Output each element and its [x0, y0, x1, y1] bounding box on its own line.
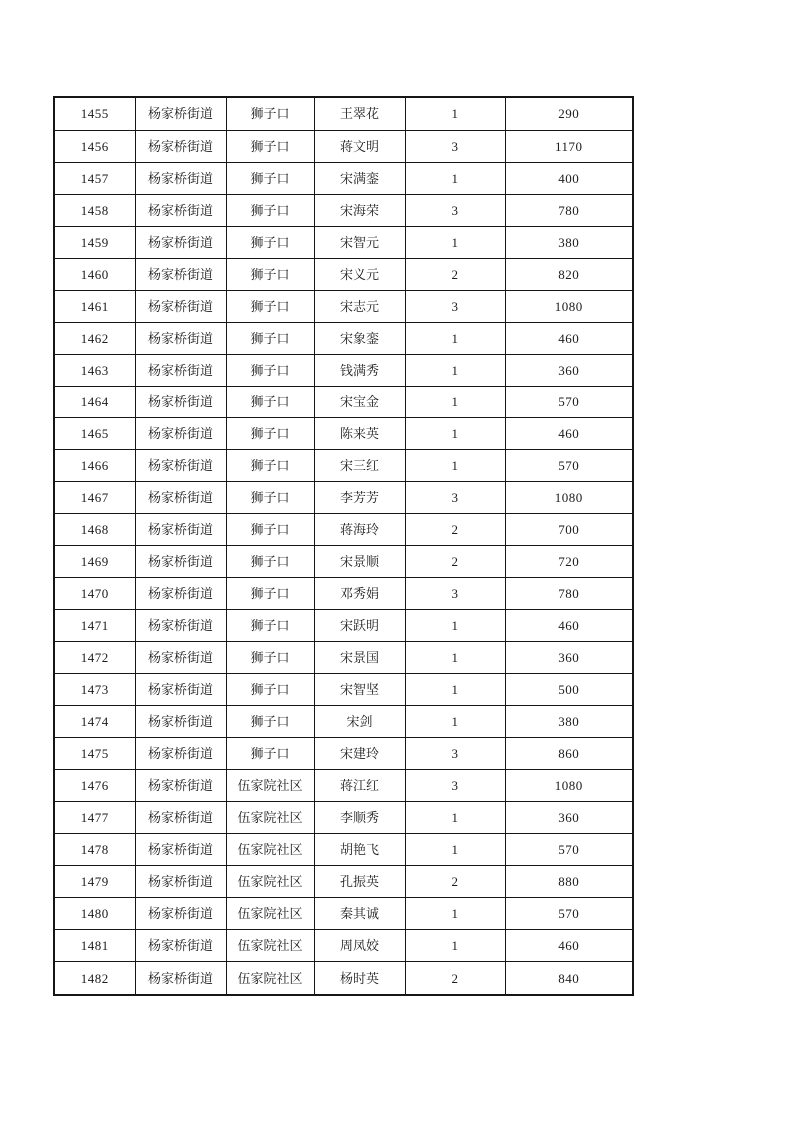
cell-community: 伍家院社区: [226, 898, 314, 930]
cell-serial-number: 1470: [54, 578, 135, 610]
cell-amount: 1080: [505, 482, 633, 514]
cell-serial-number: 1459: [54, 226, 135, 258]
cell-name: 李顺秀: [314, 802, 405, 834]
cell-name: 宋智坚: [314, 674, 405, 706]
cell-serial-number: 1481: [54, 930, 135, 962]
cell-serial-number: 1482: [54, 962, 135, 995]
cell-community: 狮子口: [226, 97, 314, 130]
cell-street: 杨家桥街道: [135, 482, 226, 514]
cell-person-count: 3: [405, 130, 505, 162]
cell-amount: 820: [505, 258, 633, 290]
cell-serial-number: 1480: [54, 898, 135, 930]
cell-amount: 780: [505, 578, 633, 610]
cell-amount: 1080: [505, 290, 633, 322]
table-row: [54, 418, 633, 450]
table-row: [54, 450, 633, 482]
table-row: [54, 834, 633, 866]
cell-person-count: 3: [405, 194, 505, 226]
table-row: [54, 290, 633, 322]
cell-community: 狮子口: [226, 194, 314, 226]
cell-name: 周凤姣: [314, 930, 405, 962]
cell-person-count: 1: [405, 898, 505, 930]
cell-street: 杨家桥街道: [135, 194, 226, 226]
cell-serial-number: 1463: [54, 354, 135, 386]
table-row: [54, 930, 633, 962]
cell-street: 杨家桥街道: [135, 578, 226, 610]
cell-community: 狮子口: [226, 322, 314, 354]
cell-serial-number: 1474: [54, 706, 135, 738]
table-row: [54, 226, 633, 258]
cell-name: 蒋江红: [314, 770, 405, 802]
cell-person-count: 1: [405, 610, 505, 642]
table-row: [54, 706, 633, 738]
table-row: [54, 898, 633, 930]
cell-amount: 460: [505, 418, 633, 450]
cell-person-count: 1: [405, 706, 505, 738]
cell-name: 李芳芳: [314, 482, 405, 514]
cell-person-count: 2: [405, 962, 505, 995]
cell-community: 狮子口: [226, 418, 314, 450]
cell-community: 狮子口: [226, 738, 314, 770]
cell-person-count: 3: [405, 578, 505, 610]
cell-amount: 500: [505, 674, 633, 706]
table-row: [54, 130, 633, 162]
cell-community: 狮子口: [226, 226, 314, 258]
cell-person-count: 1: [405, 386, 505, 418]
cell-serial-number: 1471: [54, 610, 135, 642]
cell-street: 杨家桥街道: [135, 866, 226, 898]
cell-serial-number: 1455: [54, 97, 135, 130]
cell-person-count: 2: [405, 258, 505, 290]
cell-serial-number: 1456: [54, 130, 135, 162]
table-row: [54, 322, 633, 354]
cell-amount: 1080: [505, 770, 633, 802]
cell-street: 杨家桥街道: [135, 450, 226, 482]
table-row: [54, 162, 633, 194]
cell-community: 狮子口: [226, 546, 314, 578]
cell-serial-number: 1460: [54, 258, 135, 290]
cell-person-count: 3: [405, 290, 505, 322]
cell-street: 杨家桥街道: [135, 770, 226, 802]
table-row: [54, 578, 633, 610]
cell-amount: 400: [505, 162, 633, 194]
cell-amount: 700: [505, 514, 633, 546]
cell-street: 杨家桥街道: [135, 674, 226, 706]
table-body: [54, 97, 633, 995]
cell-amount: 570: [505, 386, 633, 418]
table-row: [54, 546, 633, 578]
cell-name: 宋智元: [314, 226, 405, 258]
cell-street: 杨家桥街道: [135, 898, 226, 930]
cell-serial-number: 1469: [54, 546, 135, 578]
cell-name: 杨时英: [314, 962, 405, 995]
cell-community: 狮子口: [226, 514, 314, 546]
table-row: [54, 514, 633, 546]
cell-street: 杨家桥街道: [135, 930, 226, 962]
table-row: [54, 802, 633, 834]
table-row: [54, 642, 633, 674]
cell-amount: 1170: [505, 130, 633, 162]
cell-serial-number: 1465: [54, 418, 135, 450]
cell-street: 杨家桥街道: [135, 514, 226, 546]
cell-name: 宋景顺: [314, 546, 405, 578]
table-row: [54, 386, 633, 418]
cell-person-count: 1: [405, 354, 505, 386]
cell-community: 狮子口: [226, 706, 314, 738]
cell-person-count: 3: [405, 482, 505, 514]
cell-name: 钱满秀: [314, 354, 405, 386]
cell-community: 狮子口: [226, 578, 314, 610]
cell-person-count: 1: [405, 834, 505, 866]
cell-street: 杨家桥街道: [135, 834, 226, 866]
cell-name: 邓秀娟: [314, 578, 405, 610]
cell-serial-number: 1458: [54, 194, 135, 226]
cell-community: 狮子口: [226, 258, 314, 290]
cell-name: 宋三红: [314, 450, 405, 482]
cell-amount: 360: [505, 354, 633, 386]
cell-community: 狮子口: [226, 386, 314, 418]
cell-amount: 360: [505, 802, 633, 834]
cell-street: 杨家桥街道: [135, 386, 226, 418]
cell-community: 狮子口: [226, 674, 314, 706]
cell-community: 伍家院社区: [226, 802, 314, 834]
cell-name: 宋宝金: [314, 386, 405, 418]
cell-name: 宋景国: [314, 642, 405, 674]
cell-amount: 860: [505, 738, 633, 770]
cell-name: 王翠花: [314, 97, 405, 130]
cell-street: 杨家桥街道: [135, 642, 226, 674]
cell-street: 杨家桥街道: [135, 258, 226, 290]
table-row: [54, 770, 633, 802]
cell-street: 杨家桥街道: [135, 97, 226, 130]
cell-name: 胡艳飞: [314, 834, 405, 866]
cell-serial-number: 1472: [54, 642, 135, 674]
cell-person-count: 1: [405, 450, 505, 482]
cell-amount: 570: [505, 834, 633, 866]
cell-person-count: 2: [405, 866, 505, 898]
cell-serial-number: 1477: [54, 802, 135, 834]
table-row: [54, 194, 633, 226]
cell-person-count: 1: [405, 674, 505, 706]
cell-community: 伍家院社区: [226, 930, 314, 962]
cell-serial-number: 1479: [54, 866, 135, 898]
cell-street: 杨家桥街道: [135, 354, 226, 386]
cell-street: 杨家桥街道: [135, 162, 226, 194]
cell-street: 杨家桥街道: [135, 802, 226, 834]
table-row: [54, 258, 633, 290]
cell-serial-number: 1475: [54, 738, 135, 770]
cell-community: 狮子口: [226, 162, 314, 194]
cell-amount: 380: [505, 226, 633, 258]
cell-community: 狮子口: [226, 642, 314, 674]
cell-community: 狮子口: [226, 130, 314, 162]
cell-serial-number: 1461: [54, 290, 135, 322]
table-row: [54, 354, 633, 386]
cell-amount: 380: [505, 706, 633, 738]
cell-serial-number: 1476: [54, 770, 135, 802]
cell-amount: 570: [505, 898, 633, 930]
cell-street: 杨家桥街道: [135, 610, 226, 642]
cell-name: 宋剑: [314, 706, 405, 738]
cell-name: 孔振英: [314, 866, 405, 898]
table-row: [54, 674, 633, 706]
cell-amount: 570: [505, 450, 633, 482]
cell-serial-number: 1457: [54, 162, 135, 194]
cell-street: 杨家桥街道: [135, 226, 226, 258]
cell-street: 杨家桥街道: [135, 322, 226, 354]
cell-person-count: 2: [405, 514, 505, 546]
cell-person-count: 2: [405, 546, 505, 578]
cell-person-count: 1: [405, 418, 505, 450]
table-row: [54, 482, 633, 514]
cell-amount: 360: [505, 642, 633, 674]
cell-amount: 780: [505, 194, 633, 226]
table-row: [54, 610, 633, 642]
cell-street: 杨家桥街道: [135, 546, 226, 578]
cell-person-count: 1: [405, 162, 505, 194]
cell-name: 蒋海玲: [314, 514, 405, 546]
cell-name: 秦其诚: [314, 898, 405, 930]
table-row: [54, 962, 633, 995]
cell-name: 宋海荣: [314, 194, 405, 226]
cell-street: 杨家桥街道: [135, 706, 226, 738]
cell-name: 蒋文明: [314, 130, 405, 162]
cell-name: 宋象銮: [314, 322, 405, 354]
cell-person-count: 1: [405, 226, 505, 258]
cell-amount: 290: [505, 97, 633, 130]
cell-community: 狮子口: [226, 482, 314, 514]
cell-street: 杨家桥街道: [135, 418, 226, 450]
cell-serial-number: 1468: [54, 514, 135, 546]
cell-person-count: 1: [405, 322, 505, 354]
cell-community: 伍家院社区: [226, 866, 314, 898]
cell-serial-number: 1464: [54, 386, 135, 418]
cell-community: 狮子口: [226, 610, 314, 642]
cell-name: 宋义元: [314, 258, 405, 290]
cell-community: 狮子口: [226, 450, 314, 482]
cell-community: 狮子口: [226, 354, 314, 386]
cell-serial-number: 1462: [54, 322, 135, 354]
cell-street: 杨家桥街道: [135, 738, 226, 770]
cell-serial-number: 1473: [54, 674, 135, 706]
cell-person-count: 1: [405, 930, 505, 962]
cell-amount: 880: [505, 866, 633, 898]
cell-person-count: 1: [405, 642, 505, 674]
table-row: [54, 97, 633, 130]
cell-community: 狮子口: [226, 290, 314, 322]
cell-name: 陈来英: [314, 418, 405, 450]
cell-amount: 460: [505, 322, 633, 354]
cell-amount: 840: [505, 962, 633, 995]
cell-name: 宋满銮: [314, 162, 405, 194]
cell-person-count: 1: [405, 97, 505, 130]
cell-person-count: 3: [405, 738, 505, 770]
cell-name: 宋志元: [314, 290, 405, 322]
cell-community: 伍家院社区: [226, 770, 314, 802]
cell-amount: 460: [505, 610, 633, 642]
table-row: [54, 738, 633, 770]
cell-amount: 460: [505, 930, 633, 962]
cell-person-count: 3: [405, 770, 505, 802]
cell-street: 杨家桥街道: [135, 962, 226, 995]
cell-street: 杨家桥街道: [135, 290, 226, 322]
cell-community: 伍家院社区: [226, 962, 314, 995]
beneficiary-table: [53, 96, 634, 996]
cell-serial-number: 1467: [54, 482, 135, 514]
cell-community: 伍家院社区: [226, 834, 314, 866]
cell-serial-number: 1478: [54, 834, 135, 866]
cell-name: 宋跃明: [314, 610, 405, 642]
cell-serial-number: 1466: [54, 450, 135, 482]
cell-street: 杨家桥街道: [135, 130, 226, 162]
table-row: [54, 866, 633, 898]
cell-person-count: 1: [405, 802, 505, 834]
cell-amount: 720: [505, 546, 633, 578]
cell-name: 宋建玲: [314, 738, 405, 770]
